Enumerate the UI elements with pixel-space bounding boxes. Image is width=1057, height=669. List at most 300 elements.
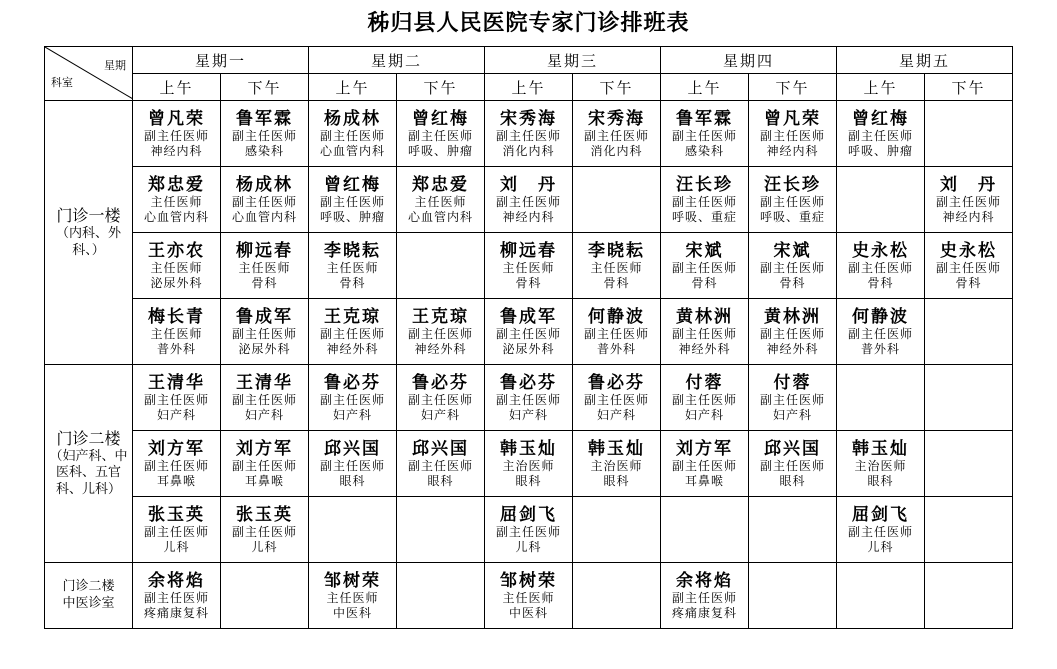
empty-cell [925, 101, 1013, 167]
doctor-name: 何静波 [852, 306, 909, 327]
doctor-cell [397, 167, 485, 233]
doctor-cell [221, 101, 309, 167]
doctor-specialty: 耳鼻喉 [244, 473, 284, 488]
doctor-name: 刘方军 [236, 438, 293, 459]
doctor-name: 柳远春 [500, 240, 557, 261]
empty-cell [397, 233, 485, 299]
doctor-name: 李晓耘 [588, 240, 645, 261]
doctor-specialty: 消化内科 [590, 143, 643, 158]
doctor-cell [309, 431, 397, 497]
doctor-cell [573, 101, 661, 167]
doctor-title: 副主任医师 [319, 393, 385, 408]
doctor-title: 副主任医师 [143, 459, 209, 474]
doctor-name: 余将焰 [676, 570, 733, 591]
doctor-name: 宋斌 [773, 240, 812, 261]
doctor-name: 刘 丹 [500, 174, 557, 195]
header-day-mon: 星期一 [133, 47, 309, 74]
doctor-specialty: 儿科 [867, 539, 894, 554]
doctor-title: 副主任医师 [495, 195, 561, 210]
doctor-title: 副主任医师 [759, 393, 825, 408]
doctor-title: 副主任医师 [583, 393, 649, 408]
doctor-specialty: 骨科 [603, 275, 630, 290]
doctor-specialty: 妇产科 [508, 407, 548, 422]
department-sub: （妇产科、中医科、五官科、儿科） [49, 449, 128, 497]
doctor-title: 主任医师 [238, 261, 291, 276]
doctor-name: 杨成林 [324, 108, 381, 129]
doctor-cell [925, 167, 1013, 233]
doctor-name: 曾红梅 [852, 108, 909, 129]
empty-cell [309, 497, 397, 563]
doctor-name: 王清华 [236, 372, 293, 393]
doctor-cell [749, 299, 837, 365]
doctor-name: 余将焰 [148, 570, 205, 591]
doctor-name: 邱兴国 [324, 438, 381, 459]
schedule-row [45, 101, 1013, 167]
doctor-specialty: 神经内科 [502, 209, 555, 224]
doctor-cell [309, 299, 397, 365]
doctor-title: 副主任医师 [143, 525, 209, 540]
doctor-title: 副主任医师 [407, 459, 473, 474]
doctor-specialty: 眼科 [867, 473, 894, 488]
doctor-name: 黄林洲 [676, 306, 733, 327]
doctor-specialty: 中医科 [332, 605, 372, 620]
empty-cell [661, 497, 749, 563]
doctor-specialty: 骨科 [955, 275, 982, 290]
doctor-title: 副主任医师 [495, 129, 561, 144]
doctor-name: 曾红梅 [412, 108, 469, 129]
doctor-cell [133, 167, 221, 233]
doctor-title: 副主任医师 [143, 591, 209, 606]
doctor-specialty: 呼吸、重症 [671, 209, 737, 224]
doctor-specialty: 泌尿外科 [150, 275, 203, 290]
doctor-name: 刘 丹 [940, 174, 997, 195]
doctor-cell [485, 431, 573, 497]
doctor-name: 黄林洲 [764, 306, 821, 327]
doctor-title: 主任医师 [150, 261, 203, 276]
doctor-cell [749, 365, 837, 431]
page-title: 秭归县人民医院专家门诊排班表 [367, 10, 690, 36]
doctor-title: 副主任医师 [143, 129, 209, 144]
doctor-name: 张玉英 [236, 504, 293, 525]
department-cell [45, 101, 133, 365]
doctor-cell [837, 299, 925, 365]
doctor-title: 副主任医师 [407, 129, 473, 144]
doctor-specialty: 呼吸、重症 [759, 209, 825, 224]
doctor-name: 邱兴国 [412, 438, 469, 459]
doctor-title: 副主任医师 [671, 129, 737, 144]
doctor-name: 鲁成军 [236, 306, 293, 327]
doctor-name: 郑忠爱 [148, 174, 205, 195]
doctor-title: 副主任医师 [319, 129, 385, 144]
doctor-name: 鲁军霖 [676, 108, 733, 129]
doctor-specialty: 妇产科 [684, 407, 724, 422]
doctor-title: 副主任医师 [671, 261, 737, 276]
doctor-name: 鲁成军 [500, 306, 557, 327]
doctor-cell [661, 299, 749, 365]
doctor-name: 史永松 [852, 240, 909, 261]
doctor-name: 梅长青 [148, 306, 205, 327]
doctor-specialty: 疼痛康复科 [143, 605, 209, 620]
doctor-name: 宋斌 [685, 240, 724, 261]
doctor-specialty: 泌尿外科 [502, 341, 555, 356]
doctor-cell [397, 101, 485, 167]
doctor-cell [221, 431, 309, 497]
doctor-specialty: 普外科 [596, 341, 636, 356]
doctor-title: 副主任医师 [231, 459, 297, 474]
empty-cell [573, 167, 661, 233]
doctor-name: 李晓耘 [324, 240, 381, 261]
doctor-name: 宋秀海 [588, 108, 645, 129]
doctor-specialty: 儿科 [515, 539, 542, 554]
doctor-title: 副主任医师 [143, 393, 209, 408]
doctor-specialty: 神经外科 [414, 341, 467, 356]
doctor-name: 刘方军 [148, 438, 205, 459]
doctor-title: 副主任医师 [671, 195, 737, 210]
doctor-title: 主任医师 [150, 195, 203, 210]
department-name: 门诊二楼 [56, 429, 121, 449]
doctor-name: 韩玉灿 [500, 438, 557, 459]
empty-cell [925, 563, 1013, 629]
schedule-row [45, 365, 1013, 431]
doctor-name: 王克琼 [324, 306, 381, 327]
doctor-cell [221, 233, 309, 299]
doctor-cell [485, 167, 573, 233]
doctor-specialty: 骨科 [867, 275, 894, 290]
doctor-specialty: 感染科 [684, 143, 724, 158]
doctor-specialty: 心血管内科 [143, 209, 209, 224]
doctor-cell [309, 233, 397, 299]
doctor-cell [397, 365, 485, 431]
doctor-cell [661, 563, 749, 629]
doctor-title: 副主任医师 [935, 195, 1001, 210]
doctor-specialty: 妇产科 [156, 407, 196, 422]
doctor-title: 副主任医师 [759, 195, 825, 210]
doctor-title: 主治医师 [854, 459, 907, 474]
doctor-specialty: 妇产科 [596, 407, 636, 422]
doctor-specialty: 心血管内科 [231, 209, 297, 224]
doctor-specialty: 心血管内科 [319, 143, 385, 158]
doctor-name: 王亦农 [148, 240, 205, 261]
doctor-title: 副主任医师 [847, 129, 913, 144]
doctor-specialty: 妇产科 [772, 407, 812, 422]
doctor-cell [221, 167, 309, 233]
doctor-name: 付蓉 [773, 372, 812, 393]
doctor-specialty: 骨科 [691, 275, 718, 290]
doctor-name: 邱兴国 [764, 438, 821, 459]
doctor-name: 王克琼 [412, 306, 469, 327]
department-name: 门诊一楼 [56, 206, 121, 226]
doctor-title: 副主任医师 [759, 261, 825, 276]
doctor-title: 主任医师 [590, 261, 643, 276]
doctor-cell [837, 101, 925, 167]
header-pm: 下午 [925, 74, 1013, 101]
doctor-title: 副主任医师 [495, 525, 561, 540]
empty-cell [221, 563, 309, 629]
doctor-name: 史永松 [940, 240, 997, 261]
empty-cell [573, 497, 661, 563]
doctor-specialty: 耳鼻喉 [156, 473, 196, 488]
doctor-specialty: 妇产科 [420, 407, 460, 422]
doctor-name: 鲁必芬 [500, 372, 557, 393]
doctor-specialty: 骨科 [779, 275, 806, 290]
schedule-row [45, 167, 1013, 233]
header-day-wed: 星期三 [485, 47, 661, 74]
doctor-title: 副主任医师 [231, 327, 297, 342]
department-cell [45, 365, 133, 563]
doctor-name: 何静波 [588, 306, 645, 327]
doctor-specialty: 骨科 [515, 275, 542, 290]
schedule-row [45, 563, 1013, 629]
header-pm: 下午 [221, 74, 309, 101]
doctor-cell [661, 167, 749, 233]
department-sub: （内科、外科、） [55, 226, 121, 258]
doctor-name: 汪长珍 [676, 174, 733, 195]
header-day-tue: 星期二 [309, 47, 485, 74]
doctor-title: 主任医师 [326, 591, 379, 606]
doctor-title: 副主任医师 [495, 327, 561, 342]
doctor-cell [661, 101, 749, 167]
doctor-title: 副主任医师 [495, 393, 561, 408]
doctor-cell [749, 431, 837, 497]
doctor-cell [133, 233, 221, 299]
empty-cell [925, 365, 1013, 431]
doctor-specialty: 神经内科 [942, 209, 995, 224]
doctor-cell [133, 101, 221, 167]
department-cell [45, 563, 133, 629]
doctor-cell [309, 365, 397, 431]
doctor-specialty: 普外科 [860, 341, 900, 356]
header-day-fri: 星期五 [837, 47, 1013, 74]
doctor-cell [133, 497, 221, 563]
doctor-title: 副主任医师 [671, 591, 737, 606]
doctor-title: 副主任医师 [407, 393, 473, 408]
doctor-name: 汪长珍 [764, 174, 821, 195]
doctor-title: 主任医师 [150, 327, 203, 342]
doctor-title: 副主任医师 [759, 327, 825, 342]
empty-cell [397, 497, 485, 563]
doctor-name: 杨成林 [236, 174, 293, 195]
doctor-specialty: 眼科 [603, 473, 630, 488]
doctor-specialty: 神经外科 [678, 341, 731, 356]
doctor-specialty: 妇产科 [332, 407, 372, 422]
schedule-table [44, 46, 1013, 629]
doctor-specialty: 骨科 [339, 275, 366, 290]
doctor-cell [573, 233, 661, 299]
doctor-title: 副主任医师 [231, 393, 297, 408]
doctor-title: 副主任医师 [231, 195, 297, 210]
doctor-title: 副主任医师 [759, 129, 825, 144]
doctor-name: 曾凡荣 [148, 108, 205, 129]
doctor-specialty: 眼科 [515, 473, 542, 488]
doctor-specialty: 神经内科 [766, 143, 819, 158]
doctor-specialty: 儿科 [251, 539, 278, 554]
doctor-specialty: 儿科 [163, 539, 190, 554]
empty-cell [837, 167, 925, 233]
corner-label-weekday: 星期 [104, 59, 126, 72]
doctor-title: 副主任医师 [583, 129, 649, 144]
empty-cell [925, 431, 1013, 497]
empty-cell [573, 563, 661, 629]
header-am: 上午 [485, 74, 573, 101]
header-pm: 下午 [397, 74, 485, 101]
header-pm: 下午 [749, 74, 837, 101]
doctor-title: 副主任医师 [231, 129, 297, 144]
empty-cell [397, 563, 485, 629]
doctor-title: 副主任医师 [407, 327, 473, 342]
doctor-cell [309, 101, 397, 167]
doctor-name: 韩玉灿 [852, 438, 909, 459]
doctor-cell [573, 431, 661, 497]
department-name: 门诊二楼 [62, 579, 115, 595]
doctor-name: 屈剑飞 [500, 504, 557, 525]
doctor-name: 宋秀海 [500, 108, 557, 129]
doctor-specialty: 呼吸、肿瘤 [847, 143, 913, 158]
header-am: 上午 [837, 74, 925, 101]
doctor-specialty: 眼科 [427, 473, 454, 488]
doctor-cell [133, 299, 221, 365]
doctor-title: 主治医师 [502, 459, 555, 474]
schedule-row [45, 299, 1013, 365]
doctor-title: 副主任医师 [671, 327, 737, 342]
doctor-cell [221, 365, 309, 431]
doctor-specialty: 心血管内科 [407, 209, 473, 224]
doctor-specialty: 疼痛康复科 [671, 605, 737, 620]
empty-cell [749, 563, 837, 629]
doctor-title: 主任医师 [502, 591, 555, 606]
doctor-specialty: 神经外科 [766, 341, 819, 356]
doctor-cell [837, 497, 925, 563]
doctor-cell [485, 365, 573, 431]
doctor-title: 副主任医师 [847, 525, 913, 540]
doctor-title: 副主任医师 [231, 525, 297, 540]
doctor-name: 韩玉灿 [588, 438, 645, 459]
doctor-title: 副主任医师 [935, 261, 1001, 276]
doctor-title: 副主任医师 [583, 327, 649, 342]
doctor-name: 鲁必芬 [324, 372, 381, 393]
doctor-name: 王清华 [148, 372, 205, 393]
doctor-cell [573, 365, 661, 431]
empty-cell [925, 497, 1013, 563]
doctor-specialty: 呼吸、肿瘤 [407, 143, 473, 158]
doctor-cell [661, 431, 749, 497]
doctor-specialty: 中医科 [508, 605, 548, 620]
doctor-specialty: 普外科 [156, 341, 196, 356]
doctor-cell [309, 167, 397, 233]
header-day-thu: 星期四 [661, 47, 837, 74]
schedule-row [45, 233, 1013, 299]
doctor-title: 副主任医师 [319, 459, 385, 474]
doctor-cell [221, 299, 309, 365]
doctor-cell [485, 233, 573, 299]
doctor-title: 主治医师 [590, 459, 643, 474]
doctor-name: 刘方军 [676, 438, 733, 459]
doctor-cell [397, 299, 485, 365]
department-sub: 中医诊室 [62, 595, 115, 611]
doctor-specialty: 妇产科 [244, 407, 284, 422]
doctor-cell [133, 431, 221, 497]
doctor-name: 曾红梅 [324, 174, 381, 195]
doctor-name: 鲁军霖 [236, 108, 293, 129]
doctor-title: 副主任医师 [671, 459, 737, 474]
doctor-title: 副主任医师 [671, 393, 737, 408]
doctor-specialty: 泌尿外科 [238, 341, 291, 356]
doctor-cell [221, 497, 309, 563]
doctor-specialty: 骨科 [251, 275, 278, 290]
doctor-specialty: 神经内科 [150, 143, 203, 158]
doctor-name: 邹树荣 [500, 570, 557, 591]
header-days-row [45, 47, 1013, 74]
doctor-name: 曾凡荣 [764, 108, 821, 129]
doctor-cell [573, 299, 661, 365]
doctor-specialty: 感染科 [244, 143, 284, 158]
schedule-row [45, 497, 1013, 563]
doctor-specialty: 呼吸、肿瘤 [319, 209, 385, 224]
doctor-cell [925, 233, 1013, 299]
doctor-cell [485, 563, 573, 629]
doctor-cell [661, 233, 749, 299]
doctor-title: 副主任医师 [847, 327, 913, 342]
empty-cell [837, 563, 925, 629]
header-pm: 下午 [573, 74, 661, 101]
doctor-cell [749, 233, 837, 299]
empty-cell [837, 365, 925, 431]
header-am: 上午 [133, 74, 221, 101]
doctor-name: 邹树荣 [324, 570, 381, 591]
doctor-cell [749, 167, 837, 233]
doctor-cell [661, 365, 749, 431]
doctor-title: 副主任医师 [847, 261, 913, 276]
doctor-specialty: 眼科 [779, 473, 806, 488]
doctor-name: 张玉英 [148, 504, 205, 525]
doctor-cell [485, 299, 573, 365]
doctor-title: 副主任医师 [319, 327, 385, 342]
doctor-title: 副主任医师 [319, 195, 385, 210]
doctor-name: 屈剑飞 [852, 504, 909, 525]
corner-diagonal-line [45, 47, 133, 99]
corner-label-department: 科室 [51, 76, 73, 89]
doctor-title: 主任医师 [502, 261, 555, 276]
header-am: 上午 [309, 74, 397, 101]
schedule-row [45, 431, 1013, 497]
doctor-title: 主任医师 [414, 195, 467, 210]
doctor-cell [485, 101, 573, 167]
doctor-specialty: 消化内科 [502, 143, 555, 158]
doctor-cell [397, 431, 485, 497]
doctor-name: 鲁必芬 [588, 372, 645, 393]
header-corner-cell [45, 47, 133, 101]
header-halfday-row [45, 74, 1013, 101]
doctor-name: 鲁必芬 [412, 372, 469, 393]
doctor-name: 柳远春 [236, 240, 293, 261]
doctor-title: 主任医师 [326, 261, 379, 276]
doctor-cell [133, 563, 221, 629]
doctor-cell [485, 497, 573, 563]
doctor-name: 郑忠爱 [412, 174, 469, 195]
doctor-specialty: 耳鼻喉 [684, 473, 724, 488]
empty-cell [749, 497, 837, 563]
doctor-specialty: 神经外科 [326, 341, 379, 356]
doctor-name: 付蓉 [685, 372, 724, 393]
doctor-cell [309, 563, 397, 629]
doctor-cell [133, 365, 221, 431]
header-am: 上午 [661, 74, 749, 101]
doctor-cell [749, 101, 837, 167]
doctor-title: 副主任医师 [759, 459, 825, 474]
doctor-cell [837, 431, 925, 497]
doctor-cell [837, 233, 925, 299]
doctor-specialty: 眼科 [339, 473, 366, 488]
empty-cell [925, 299, 1013, 365]
